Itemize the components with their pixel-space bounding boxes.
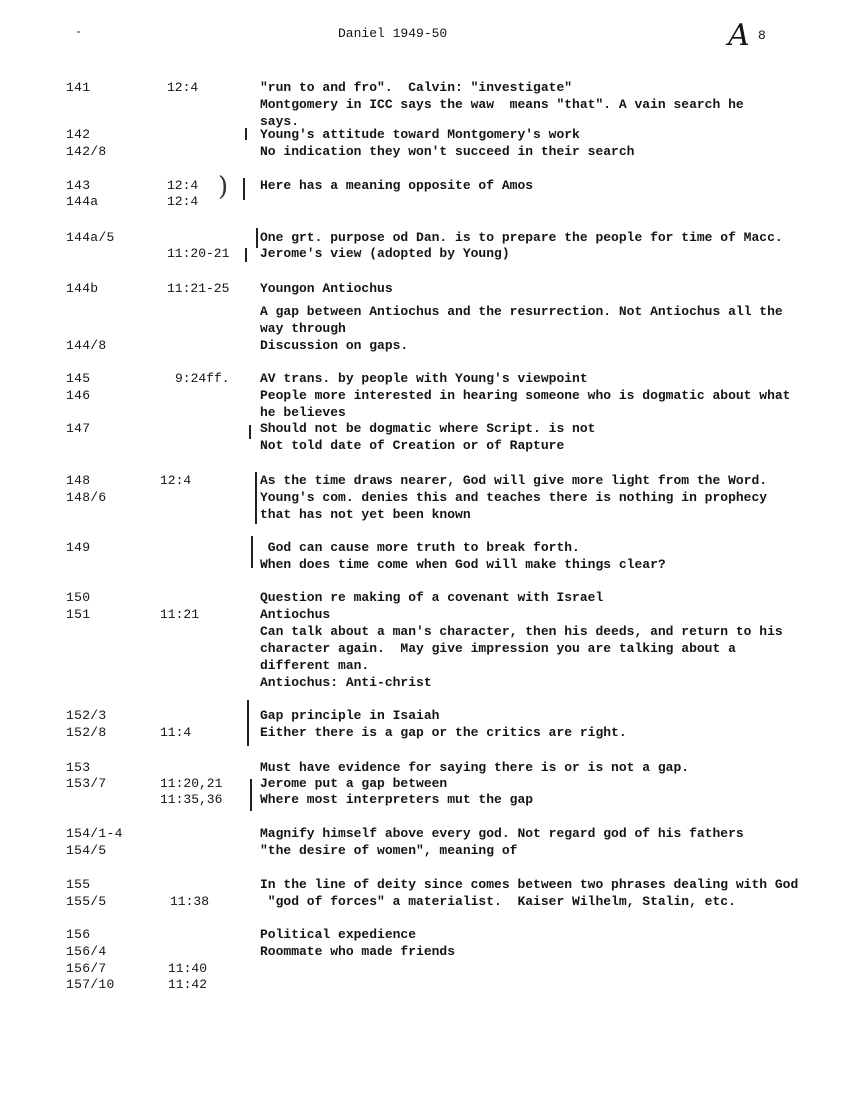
note-line: No indication they won't succeed in their search <box>260 144 635 159</box>
page-ref: 157/10 <box>66 977 115 992</box>
note-line: One grt. purpose od Dan. is to prepare the people for time of Macc. <box>260 230 783 245</box>
page-ref: 149 <box>66 540 91 555</box>
note-line: character again. May give impression you are talking about a <box>260 641 736 656</box>
note-line: "the desire of women", meaning of <box>260 843 518 858</box>
margin-mark <box>247 700 249 746</box>
page-ref: 146 <box>66 388 91 403</box>
margin-bracket-mark: ) <box>218 172 229 202</box>
margin-mark <box>245 128 247 140</box>
scripture-ref: 11:21 <box>160 607 200 622</box>
note-line: Must have evidence for saying there is or is not a gap. <box>260 760 690 775</box>
note-line: Not told date of Creation or of Rapture <box>260 438 565 453</box>
page-ref: 155/5 <box>66 894 107 909</box>
scripture-ref: 11:21-25 <box>167 281 230 296</box>
page-ref: 152/8 <box>66 725 107 740</box>
note-line: Young's attitude toward Montgomery's work <box>260 127 580 142</box>
note-line: Question re making of a covenant with Israel <box>260 590 604 605</box>
header-letter: A <box>728 18 750 53</box>
scripture-ref: 11:20,21 <box>160 776 223 791</box>
scripture-ref: 11:42 <box>168 977 208 992</box>
page-ref: 155 <box>66 877 91 892</box>
scripture-ref: 12:4 <box>160 473 192 488</box>
note-line: Roommate who made friends <box>260 944 456 959</box>
note-line: "run to and fro". Calvin: "investigate" <box>260 80 573 95</box>
page-number: 8 <box>758 28 766 43</box>
note-line: "god of forces" a materialist. Kaiser Wilhelm, Stalin, etc. <box>260 894 736 909</box>
scripture-ref: 11:38 <box>170 894 210 909</box>
scripture-ref: 12:4 <box>167 80 199 95</box>
margin-mark <box>249 425 251 439</box>
page-ref: 156 <box>66 927 91 942</box>
page-ref: 142 <box>66 127 91 142</box>
note-line: Should not be dogmatic where Script. is not <box>260 421 596 436</box>
page-ref: 152/3 <box>66 708 107 723</box>
margin-mark <box>243 178 245 200</box>
note-line: that has not yet been known <box>260 507 471 522</box>
page-ref: 144a <box>66 194 99 209</box>
note-line: Youngon Antiochus <box>260 281 393 296</box>
margin-mark <box>251 536 253 568</box>
page-ref: 147 <box>66 421 91 436</box>
note-line: Magnify himself above every god. Not regard god of his fathers <box>260 826 744 841</box>
note-line: Jerome's view (adopted by Young) <box>260 246 510 261</box>
scripture-ref: 11:20-21 <box>167 246 230 261</box>
note-line: different man. <box>260 658 370 673</box>
note-line: As the time draws nearer, God will give more light from the Word. <box>260 473 768 488</box>
note-line: Jerome put a gap between <box>260 776 448 791</box>
scripture-ref: 11:40 <box>168 961 208 976</box>
page-ref: 156/7 <box>66 961 107 976</box>
page-ref: 143 <box>66 178 91 193</box>
scan-speck <box>77 31 80 33</box>
page-ref: 153 <box>66 760 91 775</box>
note-line: Political expedience <box>260 927 417 942</box>
page-ref: 150 <box>66 590 91 605</box>
note-line: Where most interpreters mut the gap <box>260 792 534 807</box>
page-ref: 148 <box>66 473 91 488</box>
page-ref: 144b <box>66 281 99 296</box>
header-title: Daniel 1949-50 <box>338 26 448 41</box>
note-line: Antiochus <box>260 607 331 622</box>
note-line: way through <box>260 321 346 336</box>
note-line: says. <box>260 114 300 129</box>
note-line: Either there is a gap or the critics are right. <box>260 725 627 740</box>
note-line: In the line of deity since comes between two phrases dealing with God <box>260 877 799 892</box>
page-ref: 151 <box>66 607 91 622</box>
margin-mark <box>250 779 252 811</box>
page-ref: 144/8 <box>66 338 107 353</box>
scripture-ref: 9:24ff. <box>175 371 230 386</box>
note-line: God can cause more truth to break forth. <box>260 540 580 555</box>
note-line: he believes <box>260 405 346 420</box>
note-line: Here has a meaning opposite of Amos <box>260 178 534 193</box>
note-line: Antiochus: Anti-christ <box>260 675 432 690</box>
page-ref: 142/8 <box>66 144 107 159</box>
note-line: People more interested in hearing someone who is dogmatic about what <box>260 388 791 403</box>
scripture-ref: 12:4 <box>167 178 199 193</box>
note-line: Gap principle in Isaiah <box>260 708 440 723</box>
scripture-ref: 11:4 <box>160 725 192 740</box>
page-ref: 141 <box>66 80 91 95</box>
note-line: Can talk about a man's character, then his deeds, and return to his <box>260 624 783 639</box>
page-ref: 153/7 <box>66 776 107 791</box>
note-line: AV trans. by people with Young's viewpoint <box>260 371 588 386</box>
page-ref: 156/4 <box>66 944 107 959</box>
note-line: Montgomery in ICC says the waw means "that". A vain search he <box>260 97 744 112</box>
margin-mark <box>255 472 257 524</box>
margin-mark <box>256 228 258 248</box>
note-line: When does time come when God will make things clear? <box>260 557 666 572</box>
margin-mark <box>245 248 247 262</box>
note-line: A gap between Antiochus and the resurrection. Not Antiochus all the <box>260 304 783 319</box>
page-ref: 148/6 <box>66 490 107 505</box>
scripture-ref: 11:35,36 <box>160 792 223 807</box>
scripture-ref: 12:4 <box>167 194 199 209</box>
page-ref: 145 <box>66 371 91 386</box>
page-ref: 144a/5 <box>66 230 115 245</box>
page-ref: 154/5 <box>66 843 107 858</box>
note-line: Discussion on gaps. <box>260 338 409 353</box>
note-line: Young's com. denies this and teaches there is nothing in prophecy <box>260 490 768 505</box>
page-ref: 154/1-4 <box>66 826 123 841</box>
